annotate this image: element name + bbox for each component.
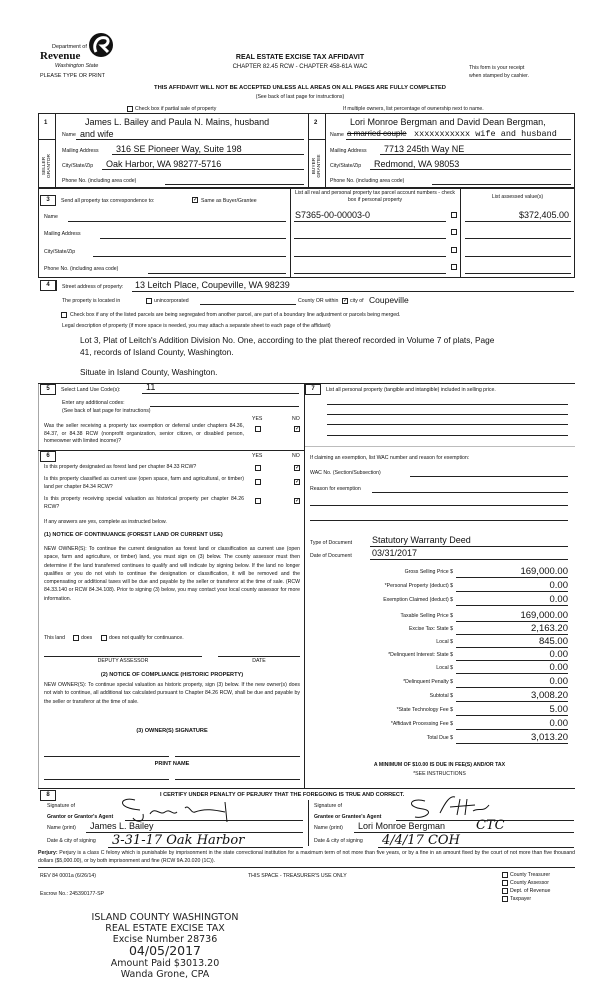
assessed-value-field[interactable] [465, 238, 571, 239]
buyer-phone-field[interactable] [432, 184, 571, 185]
does-not-qualify-checkbox[interactable] [101, 635, 107, 641]
section-6-number: 6 [40, 451, 56, 462]
amount-label: Gross Selling Price $ [404, 569, 453, 575]
grantee-signature-of: Signature of [314, 803, 342, 809]
grantee-note: CTC [476, 818, 505, 833]
land-use-label: Select Land Use Code(s): [61, 387, 121, 393]
section-8-number: 8 [40, 790, 56, 801]
parcel-number[interactable]: S7365-00-00003-0 [295, 210, 371, 220]
form-title: REAL ESTATE EXCISE TAX AFFIDAVIT [235, 54, 365, 61]
grantor-date-city-label: Date & city of signing [47, 838, 96, 844]
parcel-header: List all real and personal property tax parcel account numbers - check box if personal property [294, 190, 456, 203]
grantor-name[interactable]: James L. Bailey [90, 821, 154, 831]
owner-print-name-field[interactable] [44, 779, 169, 780]
receipt-note-1: This form is your receipt [469, 65, 525, 71]
assessor-date-field[interactable] [218, 656, 300, 657]
does-qualify-checkbox[interactable] [73, 635, 79, 641]
no-header: NO [292, 453, 300, 459]
legal-description-line1[interactable]: Lot 3, Plat of Leitch's Addition Division No. One, according to the plat thereof recorded in Volume 7 of plats, Page [80, 335, 495, 345]
buyer-name-line2[interactable]: xxxxxxxxxxx wife and husband [414, 129, 557, 139]
yes-header: YES [252, 416, 263, 422]
current-use-no-checkbox[interactable]: ✓ [295, 479, 301, 485]
amount-value[interactable]: 0.00 [549, 594, 568, 605]
grantor-date-city[interactable]: 3-31-17 Oak Harbor [112, 833, 245, 848]
grantee-name[interactable]: Lori Monroe Bergman [358, 821, 446, 831]
amount-value[interactable]: 845.00 [538, 636, 568, 647]
corr-city-field[interactable] [93, 256, 286, 257]
located-label: The property is located in [62, 298, 121, 304]
partial-sale-label: Check box if partial sale of property [135, 106, 217, 112]
segregated-checkbox[interactable] [61, 312, 67, 318]
current-use-yes-checkbox[interactable] [255, 479, 261, 485]
amount-value[interactable]: 169,000.00 [520, 566, 568, 577]
amount-label: Taxable Selling Price $ [400, 613, 453, 619]
document-date-label: Date of Document [310, 553, 352, 559]
personal-property-checkbox[interactable] [451, 247, 457, 253]
buyer-name-struck: a married couple [347, 129, 407, 138]
amount-value[interactable]: 0.00 [549, 676, 568, 687]
amount-value[interactable]: 169,000.00 [520, 610, 568, 621]
forest-no-checkbox[interactable]: ✓ [295, 465, 301, 471]
amount-value[interactable]: 5.00 [549, 704, 568, 715]
section-4-number: 4 [40, 280, 56, 291]
segregated-label: Check box if any of the listed parcels are being segregated from another parcel, are part of a boundary line adjustment or parcels being merged. [70, 312, 401, 318]
buyer-address[interactable]: 7713 245th Way NE [384, 144, 465, 154]
amount-value[interactable]: 0.00 [549, 662, 568, 673]
seller-grantor-label: SELLER GRANTOR [42, 154, 52, 178]
grantee-date-city-label: Date & city of signing [314, 838, 363, 844]
stamp-amount: Amount Paid $3013.20 [110, 958, 220, 969]
assessed-value-field[interactable] [465, 256, 571, 257]
unincorporated-label: unincorporated [154, 298, 189, 304]
street-address-label: Street address of property: [62, 284, 124, 290]
grantor-signature-of: Signature of [47, 803, 75, 809]
amount-value[interactable]: 3,013.20 [531, 732, 568, 743]
perjury-text: Perjury is a class C felony which is punishable by imprisonment in the state correctional institution for a maximum term of not more than five years, or by a fine in an amount fixed by the court of not more than five thousand dollars ($5,000.00), or by both imprisonment and fine (RCW 9A.20.020 (1C)). [38, 850, 575, 864]
stamp-tax: REAL ESTATE EXCISE TAX [105, 923, 225, 934]
seller-name-label: Name [62, 132, 76, 138]
section-5-number: 5 [40, 384, 56, 395]
reason-label: Reason for exemption [310, 486, 361, 492]
land-use-code[interactable]: 11 [146, 382, 156, 392]
seller-mailing-label: Mailing Address [62, 148, 99, 154]
section-3-number: 3 [40, 195, 56, 206]
stamp-county: ISLAND COUNTY WASHINGTON [91, 912, 239, 923]
receipt-note-2: when stamped by cashier. [469, 73, 529, 79]
notice-continuance-text: NEW OWNER(S): To continue the current designation as forest land or classification as current use (open space, farm and agriculture, or timber) land, you must sign on (3) below. The county assessor must then determine if the land transferred continues to qualify and will indicate by signing below. If the land no longer qualifies or you do not wish to continue the designation or classification, it will be removed and the compensating or additional taxes will be due and payable by the seller or transferor at the time of sale. (RCW 84.33.140 or RCW 84.34.108). Prior to signing (3) below, you may contact your local county assessor for more information. [44, 546, 300, 602]
section-1-number: 1 [44, 120, 48, 126]
stamp-signer: Wanda Grone, CPA [120, 969, 210, 980]
grantee-date-city[interactable]: 4/4/17 COH [382, 833, 460, 848]
seller-city-label: City/State/Zip [62, 163, 94, 169]
parcel-number-field[interactable] [294, 273, 446, 274]
corr-city-label: City/State/Zip [44, 249, 76, 255]
amount-value[interactable]: 3,008.20 [531, 690, 568, 701]
section-7-number: 7 [305, 384, 321, 395]
buyer-grantee-label: BUYER GRANTEE [312, 154, 322, 178]
buyer-city-label: City/State/Zip [330, 163, 362, 169]
does-not-label: does not qualify for continuance. [109, 635, 184, 641]
legal-description-line3[interactable]: Situate in Island County, Washington. [80, 367, 218, 377]
parcel-number-field[interactable] [294, 238, 446, 239]
personal-property-field[interactable] [327, 404, 568, 405]
same-as-buyer-label: Same as Buyer/Grantee [201, 198, 257, 204]
form-subtitle: CHAPTER 82.45 RCW - CHAPTER 458-61A WAC [232, 64, 368, 70]
county-treasurer-checkbox[interactable] [502, 872, 508, 878]
grantor-name-label: Name (print) [47, 825, 76, 831]
personal-property-checkbox[interactable] [451, 264, 457, 270]
reason-field[interactable] [310, 505, 568, 506]
buyer-mailing-label: Mailing Address [330, 148, 367, 154]
owner-print-name-field[interactable] [175, 779, 300, 780]
perjury-notice [38, 850, 575, 865]
amount-label: Excise Tax: State $ [408, 626, 453, 632]
amount-value[interactable]: 0.00 [549, 580, 568, 591]
escrow-number: Escrow No.: 245390177-SP [40, 891, 105, 897]
owner-signature-field[interactable] [175, 756, 300, 757]
assessed-value[interactable]: $372,405.00 [518, 210, 569, 220]
logo-state: Washington State [55, 63, 99, 69]
current-use-question: Is this property classified as current use (open space, farm and agricultural, or timber) land per chapter 84.34 RCW? [44, 476, 244, 490]
city-checkbox[interactable]: ✓ [343, 298, 349, 304]
see-instructions-note: *SEE INSTRUCTIONS [413, 771, 466, 777]
copy-label: Taxpayer [510, 896, 532, 902]
minimum-due-note: A MINIMUM OF $10.00 IS DUE IN FEE(S) AND/OR TAX [373, 762, 506, 768]
amount-label: Total Due $ [426, 735, 453, 741]
dept-revenue-checkbox[interactable] [502, 888, 508, 894]
corr-phone-field[interactable] [148, 273, 286, 274]
taxpayer-checkbox[interactable] [502, 896, 508, 902]
grantor-agent-label: Grantor or Grantor's Agent [47, 814, 114, 820]
exemption-claim-label: If claiming an exemption, list WAC number and reason for exemption: [310, 455, 470, 461]
county-field[interactable] [200, 304, 296, 305]
same-as-buyer-checkbox[interactable]: ✓ [193, 197, 199, 203]
corr-mailing-label: Mailing Address [44, 231, 81, 237]
multiple-owners-note: If multiple owners, list percentage of ownership next to name. [343, 106, 484, 112]
see-back-text: (See back of last page for instructions) [255, 94, 345, 100]
exemption-question: Was the seller receiving a property tax exemption or deferral under chapters 84.36, 84.37, or 84.38 RCW (nonprofit organization, senior citizen, or disabled person, homeowner with limited income)? [44, 423, 244, 445]
forest-yes-checkbox[interactable] [255, 465, 261, 471]
yes-header: YES [252, 453, 263, 459]
property-city[interactable]: Coupeville [369, 295, 409, 305]
buyer-name-line1[interactable]: Lori Monroe Bergman and David Dean Bergman, [350, 117, 546, 127]
logo-dept: Department of [52, 44, 87, 50]
historic-question: Is this property receiving special valuation as historical property per chapter 84.26 RCW? [44, 496, 244, 510]
personal-property-checkbox[interactable] [451, 229, 457, 235]
deputy-assessor-label: DEPUTY ASSESSOR [97, 658, 149, 664]
corr-name-label: Name [44, 214, 58, 220]
wac-field[interactable] [410, 476, 568, 477]
seller-phone-label: Phone No. (including area code) [62, 178, 137, 184]
copy-label: County Assessor [510, 880, 549, 886]
corr-mailing-field[interactable] [100, 238, 286, 239]
forest-question: Is this property designated as forest land per chapter 84.33 RCW? [44, 464, 197, 470]
property-address[interactable]: 13 Leitch Place, Coupeville, WA 98239 [135, 280, 290, 290]
logo-name: Revenue [40, 50, 81, 62]
owner-signature-title: (3) OWNER(S) SIGNATURE [136, 728, 208, 734]
buyer-city[interactable]: Redmond, WA 98053 [374, 159, 460, 169]
legal-description-line2[interactable]: 41, records of Island County, Washington. [80, 347, 234, 357]
stamp-date: 04/05/2017 [128, 943, 202, 958]
notice-compliance-title: (2) NOTICE OF COMPLIANCE (HISTORIC PROPERTY) [100, 672, 244, 678]
assessed-value-field[interactable] [465, 273, 571, 274]
seller-name-line2[interactable]: and wife [80, 129, 114, 139]
unincorporated-checkbox[interactable] [146, 298, 152, 304]
this-land-label: This land [44, 635, 66, 641]
county-or-label: County OR within [298, 298, 339, 304]
seller-phone-field[interactable] [165, 184, 304, 185]
grantee-agent-label: Grantee or Grantee's Agent [314, 814, 382, 820]
seller-address[interactable]: 316 SE Pioneer Way, Suite 198 [116, 144, 242, 154]
personal-property-field[interactable] [327, 424, 568, 425]
amount-label: *Personal Property (deduct) $ [384, 583, 453, 589]
no-header: NO [292, 416, 300, 422]
print-name-label: PRINT NAME [154, 761, 190, 767]
amount-value[interactable]: 0.00 [549, 649, 568, 660]
personal-property-field[interactable] [327, 414, 568, 415]
exemption-no-checkbox[interactable]: ✓ [295, 426, 301, 432]
copy-label: Dept. of Revenue [510, 888, 551, 894]
notice-continuance-title: (1) NOTICE OF CONTINUANCE (FOREST LAND OR CURRENT USE) [44, 532, 223, 538]
treasurer-use-label: THIS SPACE - TREASURER'S USE ONLY [248, 873, 347, 879]
reason-field[interactable] [310, 520, 568, 521]
perjury-label: Perjury: [38, 850, 58, 856]
city-of-label: city of [350, 298, 364, 304]
amount-label: *State Technology Fee $ [396, 707, 453, 713]
corr-name-field[interactable] [68, 221, 286, 222]
amount-value[interactable]: 0.00 [549, 718, 568, 729]
amount-label: Subtotal $ [429, 693, 453, 699]
section-2-number: 2 [314, 120, 318, 126]
warning-text: THIS AFFIDAVIT WILL NOT BE ACCEPTED UNLESS ALL AREAS ON ALL PAGES ARE FULLY COMPLETED [154, 85, 446, 91]
see-back-note: (See back of last page for instructions) [62, 408, 151, 414]
legal-description-label: Legal description of property (if more space is needed, you may attach a separate sheet to each page of the affidavit) [62, 323, 331, 329]
personal-property-field[interactable] [327, 435, 568, 436]
parcel-number-field[interactable] [294, 256, 446, 257]
document-type[interactable]: Statutory Warranty Deed [372, 535, 471, 545]
notice-compliance-text: NEW OWNER(S): To continue special valuation as historic property, sign (3) below. If the new owner(s) does not wish to continue, all additional tax calculated pursuant to Chapter 84.26 RCW, shall be due and payable by the seller or transferor at the time of sale. [44, 682, 300, 705]
amount-label: *Delinquent Penalty $ [403, 679, 453, 685]
amount-value[interactable]: 2,163.20 [531, 623, 568, 634]
exemption-yes-checkbox[interactable] [255, 426, 261, 432]
additional-codes-field[interactable] [150, 406, 299, 407]
historic-yes-checkbox[interactable] [255, 498, 261, 504]
amount-label: Exemption Claimed (deduct) $ [383, 597, 453, 603]
owner-signature-field[interactable] [44, 756, 169, 757]
does-label: does [81, 635, 93, 641]
amount-label: Local $ [436, 639, 453, 645]
certify-statement: I CERTIFY UNDER PENALTY OF PERJURY THAT THE FOREGOING IS TRUE AND CORRECT. [160, 792, 405, 798]
amount-label: *Affidavit Processing Fee $ [390, 721, 453, 727]
document-date[interactable]: 03/31/2017 [372, 548, 418, 558]
wac-label: WAC No. (Section/Subsection) [310, 470, 381, 476]
seller-name-line1[interactable]: James L. Bailey and Paula N. Mains, husband [85, 117, 270, 127]
correspondence-label: Send all property tax correspondence to: [61, 198, 155, 204]
amount-label: Local $ [436, 665, 453, 671]
partial-sale-checkbox[interactable] [127, 106, 133, 112]
please-type: PLEASE TYPE OR PRINT [40, 73, 106, 79]
buyer-phone-label: Phone No. (including area code) [330, 178, 405, 184]
if-yes-note: If any answers are yes, complete as instructed below. [44, 519, 167, 525]
assessed-header: List assessed value(s) [491, 194, 544, 200]
reason-field[interactable] [372, 492, 568, 493]
historic-no-checkbox[interactable]: ✓ [295, 498, 301, 504]
personal-property-checkbox[interactable] [451, 212, 457, 218]
copy-label: County Treasurer [510, 872, 551, 878]
corr-phone-label: Phone No. (including area code) [44, 266, 119, 272]
deputy-assessor-signature-field[interactable] [44, 656, 202, 657]
additional-codes-label: Enter any additional codes: [62, 400, 125, 406]
buyer-name-label: Name [330, 132, 344, 138]
county-assessor-checkbox[interactable] [502, 880, 508, 886]
personal-property-label: List all personal property (tangible and intangible) included in selling price. [326, 387, 496, 393]
document-type-label: Type of Document [310, 540, 353, 546]
grantee-name-label: Name (print) [314, 825, 343, 831]
date-label: DATE [252, 658, 266, 664]
stamp-excise-number: Excise Number 28736 [112, 934, 218, 945]
form-revision: REV 84 0001a (6/26/14) [40, 873, 96, 879]
amount-label: *Delinquent Interest: State $ [388, 652, 453, 658]
seller-city[interactable]: Oak Harbor, WA 98277-5716 [106, 159, 222, 169]
